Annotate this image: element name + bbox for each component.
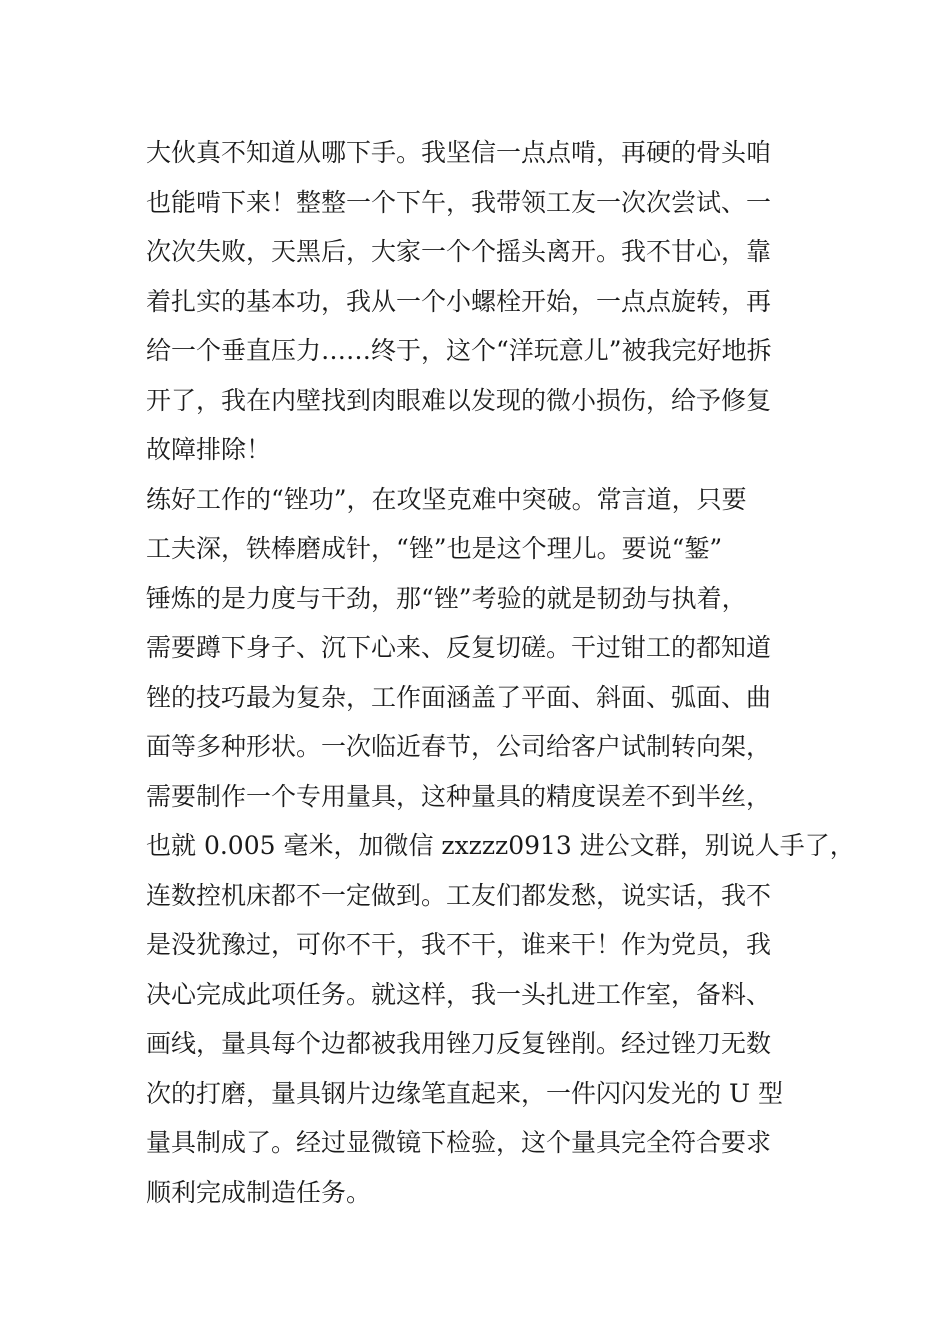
text-line: 需要蹲下身子、沉下心来、反复切磋。干过钳工的都知道	[146, 633, 772, 662]
text-line: 工夫深，铁棒磨成针，“锉”也是这个理儿。要说“錾”	[146, 534, 723, 563]
text-line: 着扎实的基本功，我从一个小螺栓开始，一点点旋转，再	[146, 286, 772, 316]
text-line: 给一个垂直压力……终于，这个“洋玩意儿”被我完好地拆	[146, 336, 772, 365]
text-line: 锤炼的是力度与干劲，那“锉”考验的就是韧劲与执着，	[146, 583, 747, 613]
text-line: 是没犹豫过，可你不干，我不干，谁来干！作为党员，我	[146, 930, 772, 959]
text-line: 大伙真不知道从哪下手。我坚信一点点啃，再硬的骨头咱	[146, 138, 772, 167]
text-line: 也能啃下来！整整一个下午，我带领工友一次次尝试、一	[146, 187, 772, 217]
body-text	[146, 128, 855, 1217]
text-line: 顺利完成制造任务。	[146, 1177, 372, 1207]
text-line: 画线，量具每个边都被我用锉刀反复锉削。经过锉刀无数	[146, 1029, 772, 1058]
text-line: 次次失败，天黑后，大家一个个摇头离开。我不甘心，靠	[146, 237, 772, 266]
text-line: 决心完成此项任务。就这样，我一头扎进工作室，备料、	[146, 979, 772, 1009]
text-line: 面等多种形状。一次临近春节，公司给客户试制转向架，	[146, 732, 772, 761]
text-line: 开了，我在内壁找到肉眼难以发现的微小损伤，给予修复	[146, 385, 772, 415]
text-line: 连数控机床都不一定做到。工友们都发愁，说实话，我不	[146, 880, 772, 910]
text-line: 故障排除！	[146, 435, 272, 464]
text-line: 锉的技巧最为复杂，工作面涵盖了平面、斜面、弧面、曲	[146, 682, 772, 712]
text-line: 次的打磨，量具钢片边缘笔直起来，一件闪闪发光的 U 型	[146, 1078, 783, 1108]
text-line: 也就 0.005 毫米，加微信 zxzzz0913 进公文群，别说人手了，	[146, 831, 855, 860]
text-line: 需要制作一个专用量具，这种量具的精度误差不到半丝，	[146, 781, 772, 811]
text-line: 练好工作的“锉功”，在攻坚克难中突破。常言道，只要	[146, 484, 747, 514]
text-line: 量具制成了。经过显微镜下检验，这个量具完全符合要求	[146, 1128, 772, 1157]
